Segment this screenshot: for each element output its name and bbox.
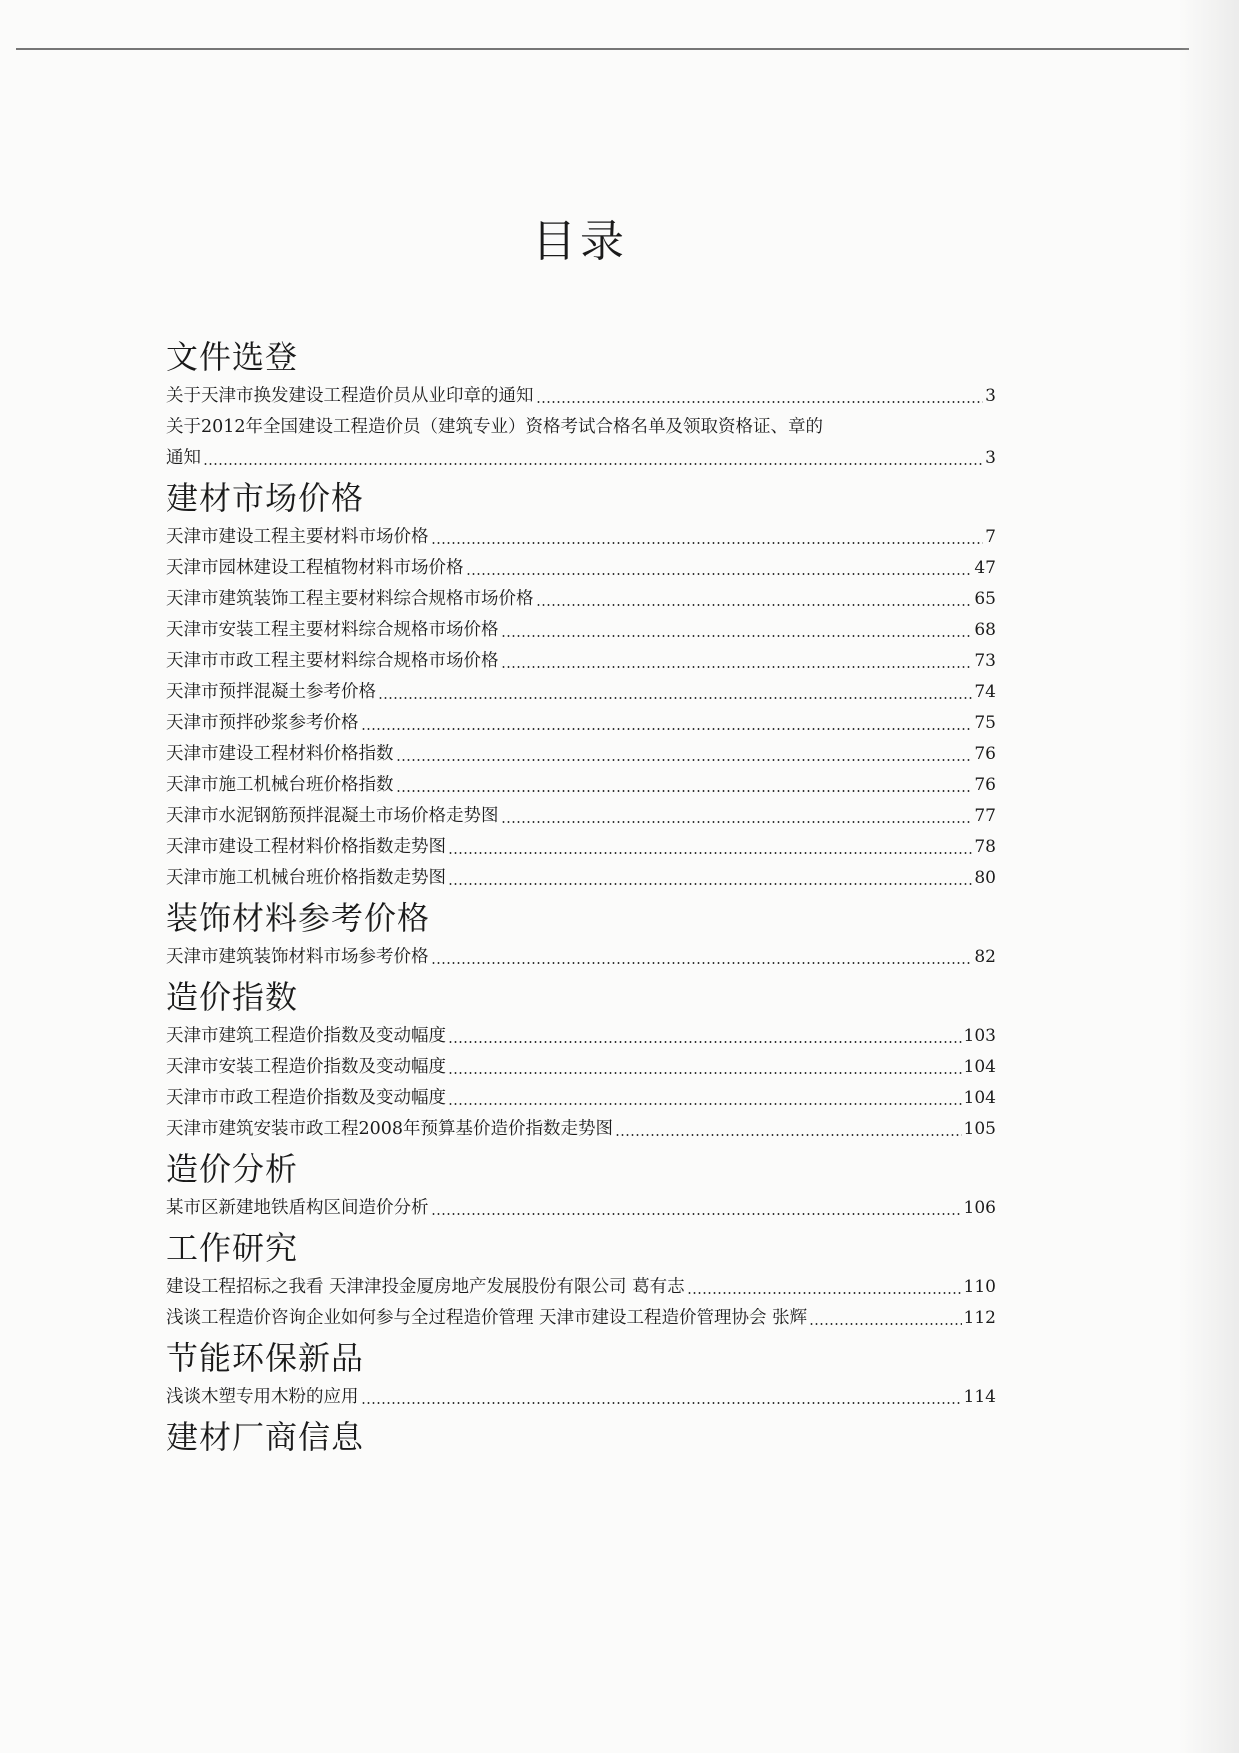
page-title: 目录 <box>532 216 628 267</box>
dot-leader <box>448 1041 962 1043</box>
dot-leader <box>431 542 984 544</box>
entry-title: 天津市市政工程造价指数及变动幅度 <box>166 1088 446 1108</box>
toc-entry[interactable] <box>166 615 996 646</box>
page-number: 104 <box>963 1057 996 1077</box>
toc-entry[interactable] <box>166 708 996 739</box>
dot-leader <box>361 1402 962 1404</box>
toc-entry[interactable] <box>166 553 996 584</box>
dot-leader <box>431 1213 962 1215</box>
table-of-contents <box>166 333 996 1461</box>
scan-edge-shadow <box>1179 0 1239 1753</box>
section-heading: 建材市场价格 <box>166 479 365 517</box>
section-heading: 节能环保新品 <box>166 1339 365 1377</box>
entry-title: 通知 <box>166 448 201 468</box>
section-heading: 造价分析 <box>166 1150 299 1188</box>
page-number: 7 <box>985 527 996 547</box>
page-number: 3 <box>985 448 996 468</box>
section-heading: 造价指数 <box>166 978 299 1016</box>
dot-leader <box>501 635 973 637</box>
toc-entry[interactable] <box>166 677 996 708</box>
page-number: 47 <box>974 558 996 578</box>
dot-leader <box>396 759 973 761</box>
page-number: 76 <box>974 744 996 764</box>
toc-entry[interactable] <box>166 1382 996 1413</box>
entry-title: 天津市建设工程材料价格指数走势图 <box>166 837 446 857</box>
toc-entry[interactable] <box>166 412 996 443</box>
entry-title: 天津市建筑安装市政工程2008年预算基价造价指数走势图 <box>166 1119 614 1139</box>
section-heading: 文件选登 <box>166 338 299 376</box>
page-number: 103 <box>963 1026 996 1046</box>
toc-entry[interactable] <box>166 646 996 677</box>
toc-entry[interactable] <box>166 1021 996 1052</box>
page-number: 74 <box>974 682 996 702</box>
toc-entry[interactable] <box>166 381 996 412</box>
toc-entry[interactable] <box>166 1114 996 1145</box>
entry-title: 天津市建筑工程造价指数及变动幅度 <box>166 1026 446 1046</box>
entry-title: 天津市建设工程主要材料市场价格 <box>166 527 429 547</box>
entry-title: 某市区新建地铁盾构区间造价分析 <box>166 1198 429 1218</box>
entry-title: 天津市预拌砂浆参考价格 <box>166 713 359 733</box>
dot-leader <box>448 1103 962 1105</box>
toc-entry[interactable] <box>166 1272 996 1303</box>
toc-entry[interactable] <box>166 801 996 832</box>
page-number: 77 <box>974 806 996 826</box>
section-heading: 装饰材料参考价格 <box>166 899 431 937</box>
entry-title: 天津市安装工程主要材料综合规格市场价格 <box>166 620 499 640</box>
entry-title: 天津市水泥钢筋预拌混凝土市场价格走势图 <box>166 806 499 826</box>
entry-title: 关于2012年全国建设工程造价员（建筑专业）资格考试合格名单及领取资格证、章的 <box>166 417 824 437</box>
entry-title: 天津市预拌混凝土参考价格 <box>166 682 376 702</box>
dot-leader <box>431 962 973 964</box>
page-number: 78 <box>974 837 996 857</box>
section-heading: 建材厂商信息 <box>166 1418 365 1456</box>
dot-leader <box>466 573 973 575</box>
dot-leader <box>378 697 972 699</box>
entry-title: 天津市施工机械台班价格指数走势图 <box>166 868 446 888</box>
toc-entry[interactable] <box>166 584 996 615</box>
page-top-border <box>16 48 1189 50</box>
page-number: 114 <box>963 1387 996 1407</box>
page-number: 112 <box>963 1308 996 1328</box>
dot-leader <box>396 790 973 792</box>
page-number: 65 <box>974 589 996 609</box>
dot-leader <box>501 666 973 668</box>
page-number: 76 <box>974 775 996 795</box>
entry-title: 建设工程招标之我看 天津津投金厦房地产发展股份有限公司 葛有志 <box>166 1277 685 1297</box>
dot-leader <box>361 728 973 730</box>
page-number: 106 <box>963 1198 996 1218</box>
section-heading: 工作研究 <box>166 1229 299 1267</box>
entry-title: 浅谈工程造价咨询企业如何参与全过程造价管理 天津市建设工程造价管理协会 张辉 <box>166 1308 808 1328</box>
page-number: 68 <box>974 620 996 640</box>
toc-entry[interactable] <box>166 863 996 894</box>
toc-entry[interactable] <box>166 1083 996 1114</box>
entry-title: 浅谈木塑专用木粉的应用 <box>166 1387 359 1407</box>
page-number: 73 <box>974 651 996 671</box>
dot-leader <box>687 1292 962 1294</box>
page-number: 82 <box>974 947 996 967</box>
dot-leader <box>809 1323 961 1325</box>
dot-leader <box>615 1134 962 1136</box>
dot-leader <box>203 463 983 465</box>
toc-entry[interactable] <box>166 443 996 474</box>
entry-title: 天津市施工机械台班价格指数 <box>166 775 394 795</box>
dot-leader <box>536 604 973 606</box>
page-number: 75 <box>974 713 996 733</box>
entry-title: 天津市建筑装饰材料市场参考价格 <box>166 947 429 967</box>
entry-title: 天津市市政工程主要材料综合规格市场价格 <box>166 651 499 671</box>
toc-entry[interactable] <box>166 1052 996 1083</box>
dot-leader <box>501 821 973 823</box>
dot-leader <box>448 883 972 885</box>
entry-title: 天津市建设工程材料价格指数 <box>166 744 394 764</box>
entry-title: 关于天津市换发建设工程造价员从业印章的通知 <box>166 386 534 406</box>
entry-title: 天津市安装工程造价指数及变动幅度 <box>166 1057 446 1077</box>
toc-entry[interactable] <box>166 1193 996 1224</box>
page-number: 110 <box>963 1277 996 1297</box>
toc-entry[interactable] <box>166 522 996 553</box>
dot-leader <box>536 401 984 403</box>
page-number: 104 <box>963 1088 996 1108</box>
page-number: 3 <box>985 386 996 406</box>
toc-entry[interactable] <box>166 770 996 801</box>
entry-title: 天津市建筑装饰工程主要材料综合规格市场价格 <box>166 589 534 609</box>
toc-entry[interactable] <box>166 1303 996 1334</box>
entry-title: 天津市园林建设工程植物材料市场价格 <box>166 558 464 578</box>
page-number: 80 <box>974 868 996 888</box>
dot-leader <box>448 852 972 854</box>
dot-leader <box>448 1072 962 1074</box>
toc-entry[interactable] <box>166 739 996 770</box>
toc-entry[interactable] <box>166 832 996 863</box>
page-number: 105 <box>963 1119 996 1139</box>
toc-entry[interactable] <box>166 942 996 973</box>
